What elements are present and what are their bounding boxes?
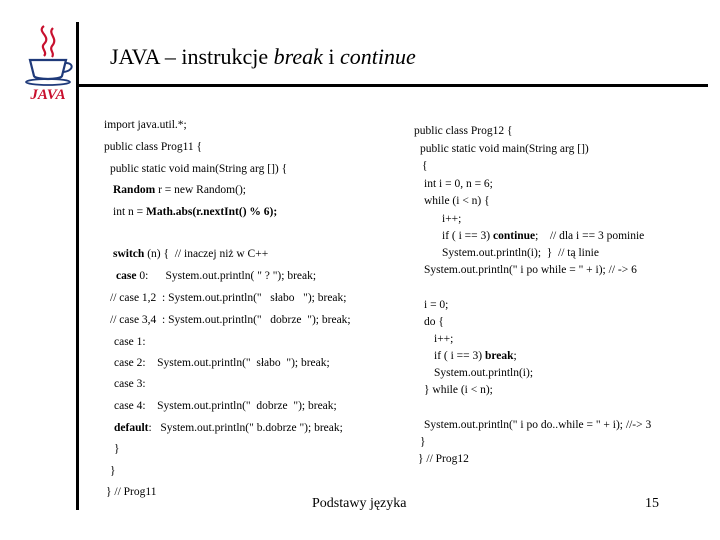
horizontal-rule [76, 84, 708, 87]
code-line: // case 1,2 : System.out.println(" słabo "); break; [110, 292, 347, 304]
code-line: int i = 0, n = 6; [424, 178, 493, 190]
code-keyword: break [484, 350, 514, 362]
code-line: case 4: System.out.println(" dobrze "); break; [114, 400, 337, 412]
code-line: System.out.println(i); } // tą linie [442, 247, 599, 259]
java-logo [22, 22, 74, 104]
title-continue: continue [340, 44, 416, 69]
code-line: while (i < n) { [424, 195, 490, 207]
footer-label: Podstawy języka [312, 496, 407, 511]
code-line [114, 421, 343, 435]
steam-icon [42, 26, 55, 57]
code-line [434, 349, 517, 363]
code-keyword: Random [113, 184, 156, 196]
code-line [113, 247, 268, 261]
code-text: ; // dla i == 3 pominie [535, 230, 645, 242]
code-line: import java.util.*; [104, 119, 187, 131]
code-line: System.out.println(" i po while = " + i); // -> 6 [424, 264, 637, 276]
code-text: (n) { // inaczej niż w C++ [144, 248, 269, 260]
code-line: { [422, 160, 428, 172]
code-text: 0: System.out.println( " ? "); break; [136, 270, 317, 282]
code-line [113, 205, 277, 219]
code-text: if ( i == 3) [442, 230, 493, 242]
code-text: int n = [113, 206, 147, 218]
slide-title [110, 44, 416, 70]
code-line: } // Prog11 [106, 486, 157, 498]
code-line: } [110, 465, 116, 477]
code-line: public class Prog11 { [104, 141, 203, 153]
code-keyword: case [116, 270, 137, 282]
code-line: System.out.println(" i po do..while = " + i); //-> 3 [424, 419, 652, 431]
code-line: case 1: [114, 336, 146, 348]
code-line: case 2: System.out.println(" słabo "); break; [114, 357, 330, 369]
code-line: public static void main(String arg []) { [110, 163, 288, 175]
code-line: } [420, 436, 426, 448]
code-line: case 3: [114, 378, 146, 390]
code-line: do { [424, 316, 444, 328]
title-mid: i [322, 44, 340, 69]
code-keyword: switch [113, 248, 145, 260]
code-line: } // Prog12 [418, 453, 469, 465]
code-line: public class Prog12 { [414, 125, 513, 137]
code-line [116, 269, 316, 283]
title-prefix: JAVA – instrukcje [110, 44, 274, 69]
code-line [113, 183, 246, 197]
page-number: 15 [645, 496, 659, 511]
code-text: r = new Random(); [155, 184, 246, 196]
code-line: // case 3,4 : System.out.println(" dobrze "); break; [110, 314, 351, 326]
code-line: } while (i < n); [424, 384, 493, 396]
code-line: public static void main(String arg []) [420, 143, 589, 155]
code-line: i++; [434, 333, 454, 345]
title-break: break [273, 44, 323, 69]
code-line: i = 0; [424, 299, 449, 311]
code-line: } [114, 443, 120, 455]
code-line [442, 229, 644, 243]
code-line: System.out.println(i); [434, 367, 534, 379]
code-line: i++; [442, 213, 462, 225]
coffee-cup-icon [26, 60, 72, 85]
code-keyword: Math.abs(r.nextInt() % 6); [146, 206, 278, 218]
logo-text: JAVA [30, 87, 66, 103]
code-text: ; [513, 350, 517, 362]
code-text: : System.out.println(" b.dobrze "); break; [148, 422, 343, 434]
code-keyword: default [114, 422, 149, 434]
vertical-rule [76, 22, 79, 510]
code-text: if ( i == 3) [434, 350, 485, 362]
code-keyword: continue [492, 230, 536, 242]
